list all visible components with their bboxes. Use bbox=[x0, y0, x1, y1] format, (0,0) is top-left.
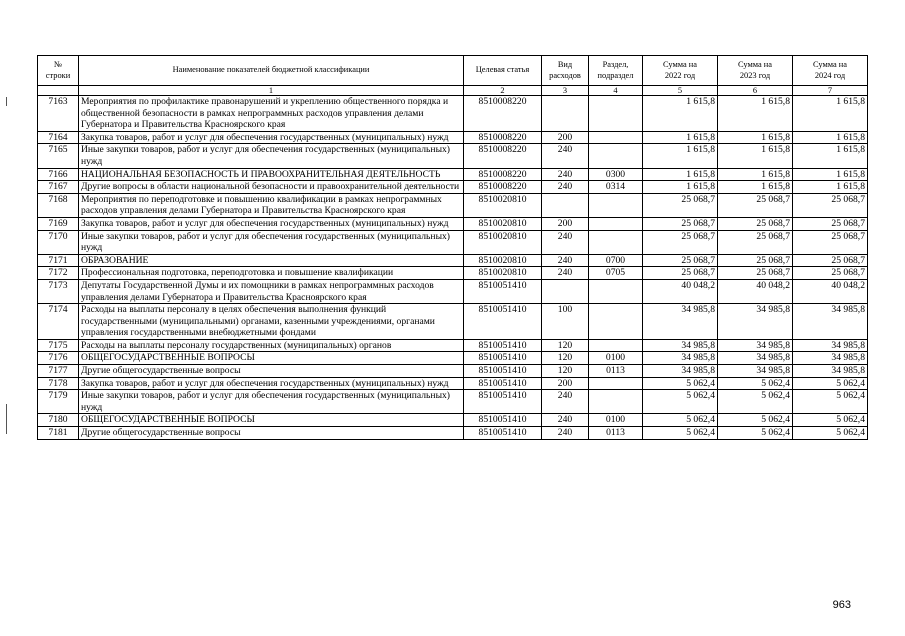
sum-2023-cell: 40 048,2 bbox=[718, 279, 793, 303]
table-row bbox=[38, 267, 868, 280]
sum-2024-cell: 1 615,8 bbox=[793, 96, 868, 132]
sum-2023-cell: 5 062,4 bbox=[718, 377, 793, 390]
sum-2023-cell: 5 062,4 bbox=[718, 390, 793, 414]
section-cell bbox=[589, 193, 643, 217]
table-row bbox=[38, 339, 868, 352]
scan-margin-mark bbox=[6, 97, 7, 106]
header-sum-2022-line1: Сумма на bbox=[662, 60, 697, 69]
header-sum-2024 bbox=[793, 56, 868, 86]
table-header-row bbox=[38, 56, 868, 86]
row-number-cell: 7181 bbox=[38, 427, 79, 440]
expense-type-cell: 240 bbox=[542, 254, 589, 267]
row-number-cell: 7164 bbox=[38, 131, 79, 144]
table-row bbox=[38, 131, 868, 144]
target-article-cell: 8510051410 bbox=[464, 390, 542, 414]
header-sum-2022 bbox=[643, 56, 718, 86]
section-cell bbox=[589, 230, 643, 254]
row-number-cell: 7171 bbox=[38, 254, 79, 267]
header-expense-type-line1: Вид bbox=[557, 60, 573, 69]
sum-2023-cell: 34 985,8 bbox=[718, 352, 793, 365]
sum-2022-cell: 25 068,7 bbox=[643, 267, 718, 280]
header-sum-2024-line1: Сумма на bbox=[812, 60, 847, 69]
expense-type-cell bbox=[542, 193, 589, 217]
sum-2022-cell: 1 615,8 bbox=[643, 181, 718, 194]
table-row bbox=[38, 414, 868, 427]
name-cell: Иные закупки товаров, работ и услуг для обеспечения государственных (муниципальных) нужд bbox=[79, 390, 464, 414]
sum-2024-cell: 25 068,7 bbox=[793, 267, 868, 280]
sum-2024-cell: 25 068,7 bbox=[793, 230, 868, 254]
name-cell: НАЦИОНАЛЬНАЯ БЕЗОПАСНОСТЬ И ПРАВООХРАНИТЕЛЬНАЯ ДЕЯТЕЛЬНОСТЬ bbox=[79, 168, 464, 181]
expense-type-cell: 240 bbox=[542, 427, 589, 440]
table-row bbox=[38, 279, 868, 303]
row-number-cell: 7169 bbox=[38, 217, 79, 230]
table-row bbox=[38, 230, 868, 254]
row-number-cell: 7170 bbox=[38, 230, 79, 254]
name-cell: Другие общегосударственные вопросы bbox=[79, 365, 464, 378]
sum-2022-cell: 5 062,4 bbox=[643, 414, 718, 427]
name-cell: Мероприятия по профилактике правонарушений и укреплению общественного порядка и общественной безопасности в рамках непрограммных расходов управления делами Губернатора и Правительства Красноярского края bbox=[79, 96, 464, 132]
column-number-cell bbox=[38, 86, 79, 96]
expense-type-cell: 240 bbox=[542, 181, 589, 194]
column-number-cell: 3 bbox=[542, 86, 589, 96]
sum-2022-cell: 5 062,4 bbox=[643, 390, 718, 414]
target-article-cell: 8510051410 bbox=[464, 352, 542, 365]
row-number-cell: 7176 bbox=[38, 352, 79, 365]
sum-2022-cell: 5 062,4 bbox=[643, 427, 718, 440]
table-body bbox=[38, 96, 868, 440]
row-number-cell: 7178 bbox=[38, 377, 79, 390]
section-cell bbox=[589, 96, 643, 132]
sum-2022-cell: 34 985,8 bbox=[643, 339, 718, 352]
table-row bbox=[38, 427, 868, 440]
target-article-cell: 8510020810 bbox=[464, 267, 542, 280]
expense-type-cell: 200 bbox=[542, 377, 589, 390]
target-article-cell: 8510020810 bbox=[464, 217, 542, 230]
sum-2023-cell: 1 615,8 bbox=[718, 168, 793, 181]
sum-2022-cell: 1 615,8 bbox=[643, 144, 718, 168]
section-cell: 0314 bbox=[589, 181, 643, 194]
name-cell: Иные закупки товаров, работ и услуг для обеспечения государственных (муниципальных) нужд bbox=[79, 230, 464, 254]
expense-type-cell: 200 bbox=[542, 217, 589, 230]
sum-2024-cell: 1 615,8 bbox=[793, 181, 868, 194]
sum-2024-cell: 34 985,8 bbox=[793, 304, 868, 340]
row-number-cell: 7173 bbox=[38, 279, 79, 303]
sum-2023-cell: 34 985,8 bbox=[718, 339, 793, 352]
target-article-cell: 8510051410 bbox=[464, 304, 542, 340]
expense-type-cell: 120 bbox=[542, 339, 589, 352]
sum-2024-cell: 34 985,8 bbox=[793, 339, 868, 352]
name-cell: Депутаты Государственной Думы и их помощники в рамках непрограммных расходов управления делами Губернатора и Правительства Красноярского края bbox=[79, 279, 464, 303]
target-article-cell: 8510008220 bbox=[464, 181, 542, 194]
sum-2024-cell: 25 068,7 bbox=[793, 254, 868, 267]
header-section bbox=[589, 56, 643, 86]
sum-2023-cell: 25 068,7 bbox=[718, 254, 793, 267]
section-cell bbox=[589, 217, 643, 230]
budget-table bbox=[37, 55, 868, 440]
section-cell: 0700 bbox=[589, 254, 643, 267]
header-sum-2023 bbox=[718, 56, 793, 86]
name-cell: ОБРАЗОВАНИЕ bbox=[79, 254, 464, 267]
sum-2023-cell: 25 068,7 bbox=[718, 193, 793, 217]
sum-2023-cell: 1 615,8 bbox=[718, 181, 793, 194]
target-article-cell: 8510051410 bbox=[464, 414, 542, 427]
sum-2022-cell: 34 985,8 bbox=[643, 352, 718, 365]
header-name: Наименование показателей бюджетной классификации bbox=[79, 56, 464, 86]
expense-type-cell: 200 bbox=[542, 131, 589, 144]
sum-2023-cell: 5 062,4 bbox=[718, 427, 793, 440]
section-cell bbox=[589, 377, 643, 390]
header-expense-type-line2: расходов bbox=[549, 70, 581, 80]
sum-2022-cell: 25 068,7 bbox=[643, 254, 718, 267]
sum-2023-cell: 25 068,7 bbox=[718, 267, 793, 280]
sum-2022-cell: 40 048,2 bbox=[643, 279, 718, 303]
table-row bbox=[38, 254, 868, 267]
target-article-cell: 8510008220 bbox=[464, 131, 542, 144]
sum-2022-cell: 34 985,8 bbox=[643, 365, 718, 378]
header-row-number-word: строки bbox=[45, 70, 71, 80]
name-cell: Другие вопросы в области национальной безопасности и правоохранительной деятельности bbox=[79, 181, 464, 194]
section-cell bbox=[589, 339, 643, 352]
target-article-cell: 8510020810 bbox=[464, 230, 542, 254]
section-cell bbox=[589, 279, 643, 303]
sum-2024-cell: 34 985,8 bbox=[793, 352, 868, 365]
table-row bbox=[38, 390, 868, 414]
target-article-cell: 8510008220 bbox=[464, 144, 542, 168]
table-row bbox=[38, 144, 868, 168]
name-cell: Другие общегосударственные вопросы bbox=[79, 427, 464, 440]
sum-2022-cell: 5 062,4 bbox=[643, 377, 718, 390]
row-number-cell: 7180 bbox=[38, 414, 79, 427]
expense-type-cell bbox=[542, 96, 589, 132]
header-sum-2023-line2: 2023 год bbox=[739, 70, 771, 80]
name-cell: Иные закупки товаров, работ и услуг для обеспечения государственных (муниципальных) нужд bbox=[79, 144, 464, 168]
row-number-cell: 7165 bbox=[38, 144, 79, 168]
name-cell: Закупка товаров, работ и услуг для обеспечения государственных (муниципальных) нужд bbox=[79, 217, 464, 230]
sum-2024-cell: 5 062,4 bbox=[793, 427, 868, 440]
sum-2023-cell: 34 985,8 bbox=[718, 304, 793, 340]
sum-2024-cell: 1 615,8 bbox=[793, 131, 868, 144]
expense-type-cell: 240 bbox=[542, 414, 589, 427]
sum-2024-cell: 1 615,8 bbox=[793, 144, 868, 168]
table-row bbox=[38, 217, 868, 230]
section-cell: 0113 bbox=[589, 427, 643, 440]
table-row bbox=[38, 193, 868, 217]
sum-2023-cell: 1 615,8 bbox=[718, 144, 793, 168]
section-cell: 0300 bbox=[589, 168, 643, 181]
header-section-line2: подраздел bbox=[597, 70, 634, 80]
row-number-cell: 7163 bbox=[38, 96, 79, 132]
page-number: 963 bbox=[832, 599, 851, 611]
row-number-cell: 7168 bbox=[38, 193, 79, 217]
expense-type-cell bbox=[542, 279, 589, 303]
row-number-cell: 7175 bbox=[38, 339, 79, 352]
column-number-cell: 5 bbox=[643, 86, 718, 96]
header-row-number bbox=[38, 56, 79, 86]
budget-document bbox=[37, 55, 867, 440]
expense-type-cell: 240 bbox=[542, 267, 589, 280]
expense-type-cell: 100 bbox=[542, 304, 589, 340]
sum-2023-cell: 1 615,8 bbox=[718, 131, 793, 144]
name-cell: Профессиональная подготовка, переподготовка и повышение квалификации bbox=[79, 267, 464, 280]
section-cell: 0113 bbox=[589, 365, 643, 378]
column-numbers-row bbox=[38, 86, 868, 96]
sum-2024-cell: 34 985,8 bbox=[793, 365, 868, 378]
target-article-cell: 8510020810 bbox=[464, 254, 542, 267]
name-cell: Закупка товаров, работ и услуг для обеспечения государственных (муниципальных) нужд bbox=[79, 377, 464, 390]
sum-2022-cell: 34 985,8 bbox=[643, 304, 718, 340]
header-sum-2023-line1: Сумма на bbox=[737, 60, 772, 69]
header-expense-type bbox=[542, 56, 589, 86]
table-row bbox=[38, 365, 868, 378]
target-article-cell: 8510051410 bbox=[464, 427, 542, 440]
header-row-number-symbol: № bbox=[54, 60, 62, 69]
scan-margin-mark bbox=[6, 404, 7, 434]
row-number-cell: 7172 bbox=[38, 267, 79, 280]
sum-2022-cell: 1 615,8 bbox=[643, 168, 718, 181]
name-cell: Мероприятия по переподготовке и повышению квалификации в рамках непрограммных расходов управления делами Губернатора и Правительства Красноярского края bbox=[79, 193, 464, 217]
expense-type-cell: 240 bbox=[542, 144, 589, 168]
expense-type-cell: 120 bbox=[542, 365, 589, 378]
sum-2024-cell: 5 062,4 bbox=[793, 390, 868, 414]
table-row bbox=[38, 168, 868, 181]
target-article-cell: 8510008220 bbox=[464, 96, 542, 132]
sum-2022-cell: 1 615,8 bbox=[643, 96, 718, 132]
sum-2024-cell: 5 062,4 bbox=[793, 377, 868, 390]
column-number-cell: 7 bbox=[793, 86, 868, 96]
sum-2022-cell: 25 068,7 bbox=[643, 217, 718, 230]
sum-2023-cell: 25 068,7 bbox=[718, 217, 793, 230]
table-row bbox=[38, 181, 868, 194]
sum-2023-cell: 34 985,8 bbox=[718, 365, 793, 378]
table-row bbox=[38, 96, 868, 132]
column-number-cell: 6 bbox=[718, 86, 793, 96]
name-cell: ОБЩЕГОСУДАРСТВЕННЫЕ ВОПРОСЫ bbox=[79, 414, 464, 427]
target-article-cell: 8510051410 bbox=[464, 377, 542, 390]
target-article-cell: 8510051410 bbox=[464, 365, 542, 378]
name-cell: Расходы на выплаты персоналу государственных (муниципальных) органов bbox=[79, 339, 464, 352]
sum-2024-cell: 1 615,8 bbox=[793, 168, 868, 181]
row-number-cell: 7174 bbox=[38, 304, 79, 340]
name-cell: Расходы на выплаты персоналу в целях обеспечения выполнения функций государственными (муниципальными) органами, казенными учреждениями, органами управления государственными внебюджетными фондами bbox=[79, 304, 464, 340]
expense-type-cell: 120 bbox=[542, 352, 589, 365]
expense-type-cell: 240 bbox=[542, 168, 589, 181]
section-cell: 0100 bbox=[589, 352, 643, 365]
header-sum-2022-line2: 2022 год bbox=[664, 70, 696, 80]
column-number-cell: 2 bbox=[464, 86, 542, 96]
section-cell bbox=[589, 131, 643, 144]
target-article-cell: 8510051410 bbox=[464, 339, 542, 352]
row-number-cell: 7177 bbox=[38, 365, 79, 378]
sum-2023-cell: 5 062,4 bbox=[718, 414, 793, 427]
sum-2024-cell: 25 068,7 bbox=[793, 217, 868, 230]
header-target-article: Целевая статья bbox=[464, 56, 542, 86]
target-article-cell: 8510008220 bbox=[464, 168, 542, 181]
row-number-cell: 7179 bbox=[38, 390, 79, 414]
sum-2022-cell: 25 068,7 bbox=[643, 193, 718, 217]
sum-2024-cell: 40 048,2 bbox=[793, 279, 868, 303]
table-row bbox=[38, 352, 868, 365]
section-cell bbox=[589, 304, 643, 340]
sum-2023-cell: 25 068,7 bbox=[718, 230, 793, 254]
column-number-cell: 1 bbox=[79, 86, 464, 96]
expense-type-cell: 240 bbox=[542, 230, 589, 254]
header-section-line1: Раздел, bbox=[602, 60, 629, 69]
table-row bbox=[38, 377, 868, 390]
target-article-cell: 8510051410 bbox=[464, 279, 542, 303]
row-number-cell: 7166 bbox=[38, 168, 79, 181]
section-cell: 0100 bbox=[589, 414, 643, 427]
sum-2024-cell: 25 068,7 bbox=[793, 193, 868, 217]
table-row bbox=[38, 304, 868, 340]
row-number-cell: 7167 bbox=[38, 181, 79, 194]
section-cell bbox=[589, 144, 643, 168]
sum-2024-cell: 5 062,4 bbox=[793, 414, 868, 427]
section-cell: 0705 bbox=[589, 267, 643, 280]
name-cell: ОБЩЕГОСУДАРСТВЕННЫЕ ВОПРОСЫ bbox=[79, 352, 464, 365]
sum-2023-cell: 1 615,8 bbox=[718, 96, 793, 132]
header-sum-2024-line2: 2024 год bbox=[814, 70, 846, 80]
sum-2022-cell: 1 615,8 bbox=[643, 131, 718, 144]
column-number-cell: 4 bbox=[589, 86, 643, 96]
section-cell bbox=[589, 390, 643, 414]
target-article-cell: 8510020810 bbox=[464, 193, 542, 217]
sum-2022-cell: 25 068,7 bbox=[643, 230, 718, 254]
name-cell: Закупка товаров, работ и услуг для обеспечения государственных (муниципальных) нужд bbox=[79, 131, 464, 144]
expense-type-cell: 240 bbox=[542, 390, 589, 414]
